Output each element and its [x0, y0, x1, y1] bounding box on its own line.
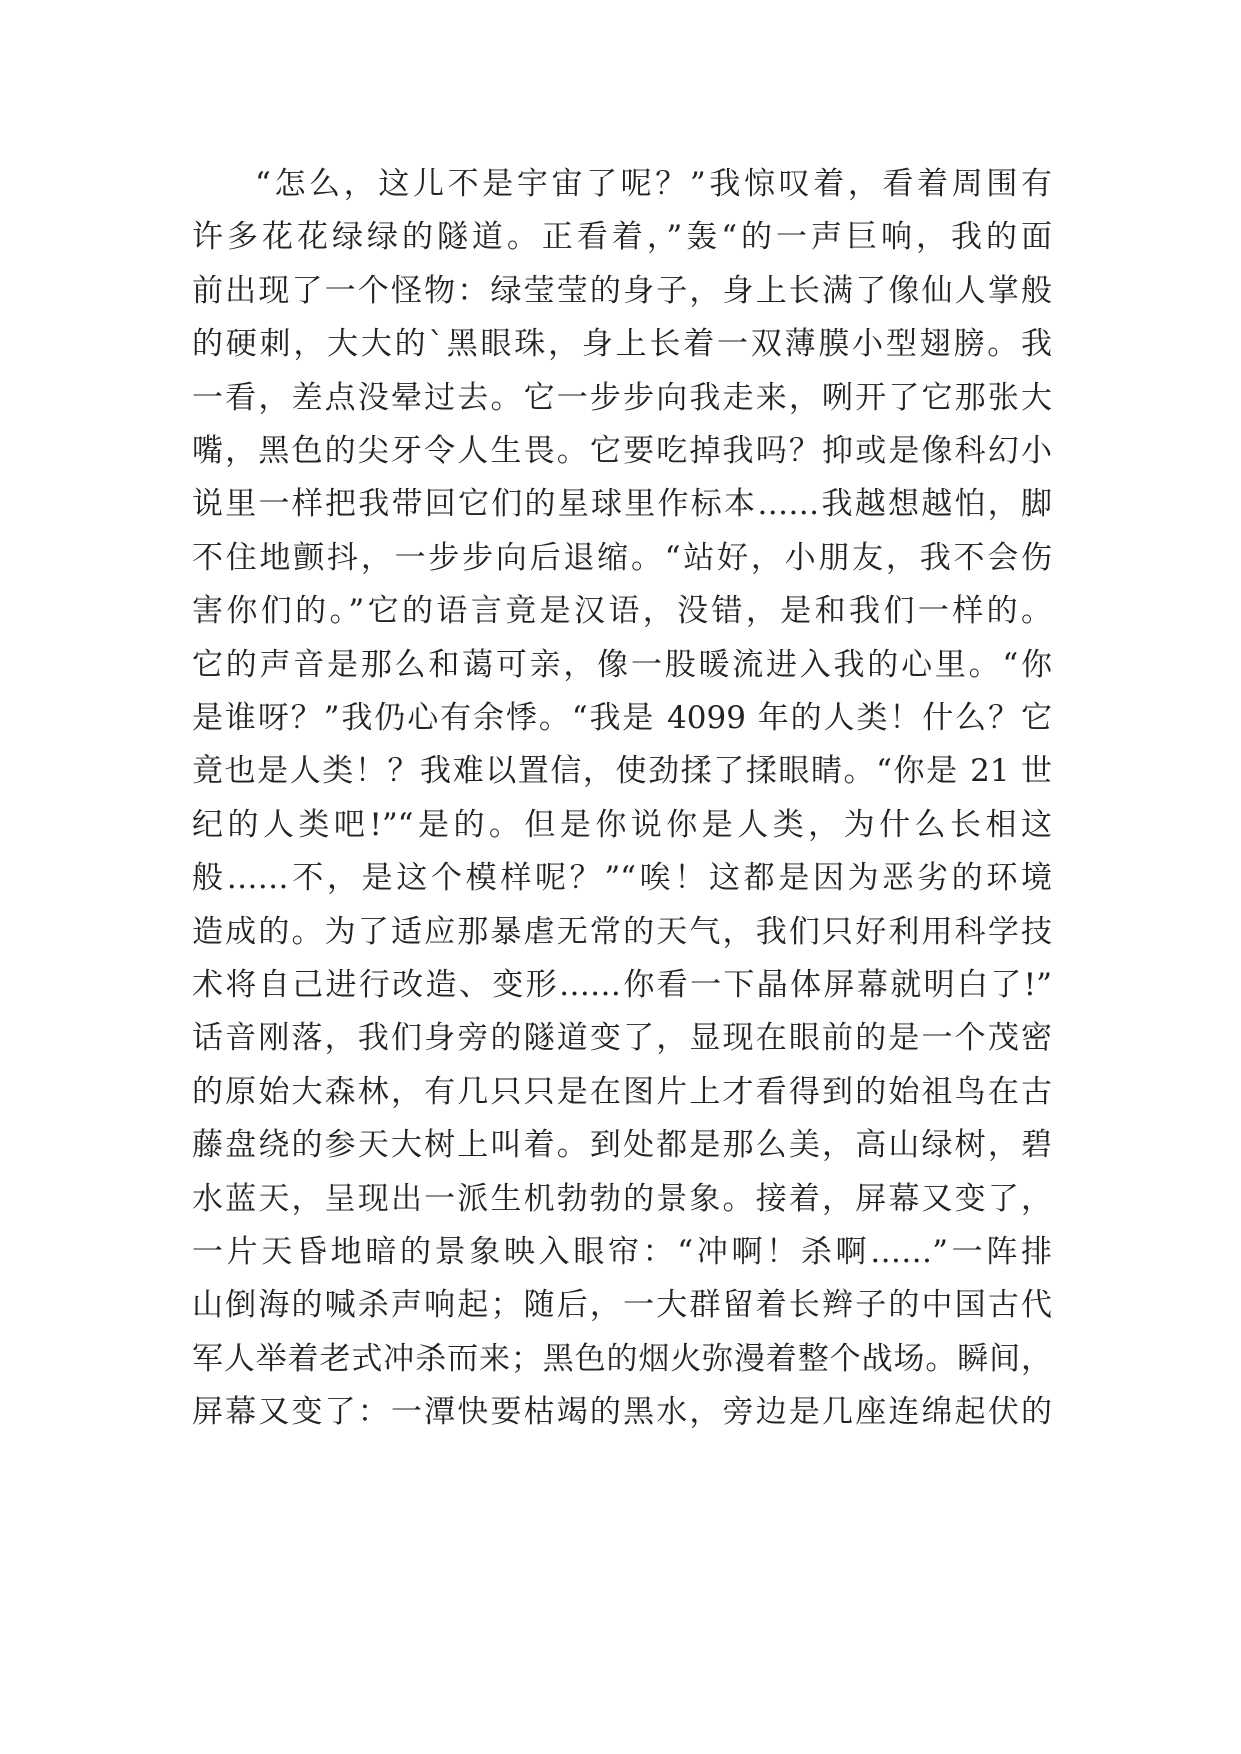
text-line: 屏幕又变了：一潭快要枯竭的黑水，旁边是几座连绵起伏的: [192, 1394, 1052, 1430]
text-line: 的硬刺，大大的`黑眼珠，身上长着一双薄膜小型翅膀。我: [192, 326, 1052, 362]
text-line: 前出现了一个怪物：绿莹莹的身子，身上长满了像仙人掌般: [192, 273, 1052, 309]
text-line: 军人举着老式冲杀而来；黑色的烟火弥漫着整个战场。瞬间，: [192, 1341, 1052, 1377]
text-line: 说里一样把我带回它们的星球里作标本……我越想越怕，脚: [192, 486, 1052, 522]
text-line: 话音刚落，我们身旁的隧道变了，显现在眼前的是一个茂密: [192, 1020, 1052, 1056]
text-line: 它的声音是那么和蔼可亲，像一股暖流进入我的心里。“你: [192, 647, 1052, 683]
text-line: 是谁呀？”我仍心有余悸。“我是 4099 年的人类！什么？它: [192, 700, 1052, 736]
text-line: 山倒海的喊杀声响起；随后，一大群留着长辫子的中国古代: [192, 1287, 1052, 1323]
text-line: 嘴，黑色的尖牙令人生畏。它要吃掉我吗？抑或是像科幻小: [192, 433, 1052, 469]
text-line: 竟也是人类！？我难以置信，使劲揉了揉眼睛。“你是 21 世: [192, 753, 1052, 789]
text-line: 般……不，是这个模样呢？”“唉！这都是因为恶劣的环境: [192, 860, 1052, 896]
text-line: 一片天昏地暗的景象映入眼帘：“冲啊！杀啊……”一阵排: [192, 1234, 1052, 1270]
text-line: 害你们的。”它的语言竟是汉语，没错，是和我们一样的。: [192, 593, 1052, 629]
text-line: 水蓝天，呈现出一派生机勃勃的景象。接着，屏幕又变了，: [192, 1181, 1052, 1217]
text-line: 藤盘绕的参天大树上叫着。到处都是那么美，高山绿树，碧: [192, 1127, 1052, 1163]
text-line: 许多花花绿绿的隧道。正看着，”轰“的一声巨响，我的面: [192, 219, 1052, 255]
text-line: 造成的。为了适应那暴虐无常的天气，我们只好利用科学技: [192, 914, 1052, 950]
text-line: 术将自己进行改造、变形……你看一下晶体屏幕就明白了!”: [192, 967, 1052, 1003]
text-line: 的原始大森林，有几只只是在图片上才看得到的始祖鸟在古: [192, 1074, 1052, 1110]
text-line: “怎么，这儿不是宇宙了呢？”我惊叹着，看着周围有: [255, 166, 1052, 202]
text-line: 不住地颤抖，一步步向后退缩。“站好，小朋友，我不会伤: [192, 540, 1052, 576]
text-line: 纪的人类吧!”“是的。但是你说你是人类，为什么长相这: [192, 807, 1052, 843]
text-line: 一看，差点没晕过去。它一步步向我走来，咧开了它那张大: [192, 380, 1052, 416]
